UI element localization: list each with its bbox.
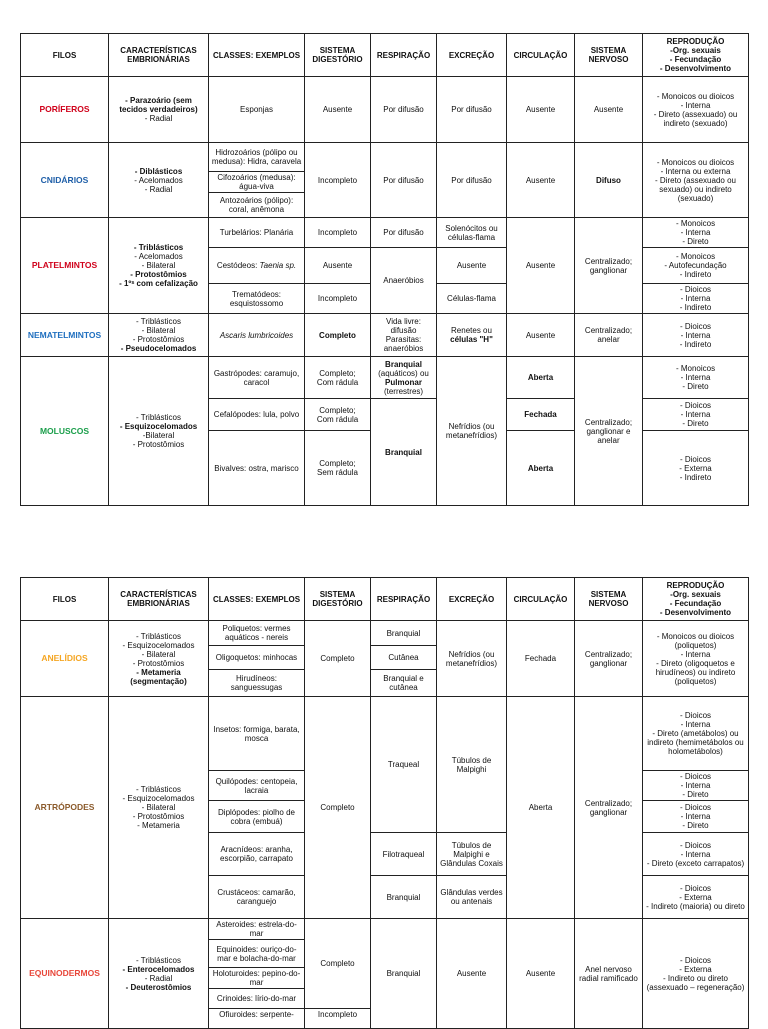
resp-cnidarios: Por difusão — [371, 143, 437, 218]
header-excrecao-2: EXCREÇÃO — [437, 578, 507, 621]
resp-equinodermos: Branquial — [371, 919, 437, 1029]
row-equinodermos-1 — [21, 919, 749, 940]
exc-platelmintos-3: Células-flama — [437, 284, 507, 314]
class-platelmintos-3: Trematódeos: esquistossomo — [209, 284, 305, 314]
phylum-platelmintos: PLATELMINTOS — [21, 218, 109, 314]
header-classes-2: CLASSES: EXEMPLOS — [209, 578, 305, 621]
row-artropodes-1 — [21, 697, 749, 771]
emb-poriferos — [109, 77, 209, 143]
class-cnidarios-3: Antozoários (pólipo): coral, anêmona — [209, 193, 305, 218]
header-respiracao-2: RESPIRAÇÃO — [371, 578, 437, 621]
emb-platelmintos — [109, 218, 209, 314]
header-reproducao-2-3: - Fecundação — [669, 599, 722, 608]
resp-moluscos-2 — [371, 399, 437, 506]
circ-moluscos-2-text: Fechada — [524, 410, 557, 419]
emb-platelmintos-2: - Acelomados - Bilateral — [134, 252, 183, 270]
circ-moluscos-3-text: Aberta — [527, 463, 554, 473]
class-anelidos-2: Oligoquetos: minhocas — [209, 646, 305, 670]
circ-anelidos: Fechada — [507, 621, 575, 697]
phylum-artropodes: ARTRÓPODES — [21, 697, 109, 919]
header-reproducao-2: -Org. sexuais — [670, 46, 721, 55]
class-moluscos-1: Gastrópodes: caramujo, caracol — [209, 357, 305, 399]
dig-artropodes: Completo — [305, 697, 371, 919]
rep-moluscos-3: - Dioicos - Externa - Indireto — [643, 431, 749, 506]
class-equinodermos-3: Holoturoides: pepino-do-mar — [209, 968, 305, 989]
dig-moluscos-1: Completo; Com rádula — [305, 357, 371, 399]
header-circulacao: CIRCULAÇÃO — [507, 34, 575, 77]
dig-equinodermos-2: Incompleto — [305, 1009, 371, 1029]
emb-nematelmintos-2: - Pseudocelomados — [120, 344, 197, 353]
rep-artropodes-3: - Dioicos - Interna - Direto — [643, 801, 749, 833]
table-invertebrates-1 — [20, 33, 749, 506]
header-nervoso-2: SISTEMA NERVOSO — [575, 578, 643, 621]
rep-artropodes-5: - Dioicos - Externa - Indireto (maioria) ou direto — [643, 876, 749, 919]
resp-platelmintos-1: Por difusão — [371, 218, 437, 248]
header-reproducao-3: - Fecundação — [669, 55, 722, 64]
classes-nematelmintos-text: Ascaris lumbricoides — [219, 330, 294, 340]
dig-platelmintos-2: Ausente — [305, 248, 371, 284]
header-reproducao-4: - Desenvolvimento — [659, 64, 732, 73]
exc-artropodes-1: Túbulos de Malpighi — [437, 697, 507, 833]
class-platelmintos-2a: Cestódeos: — [216, 261, 260, 270]
emb-equinodermos-3: - Radial — [144, 973, 173, 983]
circ-platelmintos: Ausente — [507, 218, 575, 314]
header-filos-2: FILOS — [21, 578, 109, 621]
class-equinodermos-4: Crinoides: lírio-do-mar — [209, 989, 305, 1009]
resp-artropodes-1: Traqueal — [371, 697, 437, 833]
rep-artropodes-4: - Dioicos - Interna - Direto (exceto carrapatos) — [643, 833, 749, 876]
exc-artropodes-3: Glândulas verdes ou antenais — [437, 876, 507, 919]
phylum-moluscos: MOLUSCOS — [21, 357, 109, 506]
header-digestorio-2: SISTEMA DIGESTÓRIO — [305, 578, 371, 621]
header-row — [21, 34, 749, 77]
emb-equinodermos-4: - Deuterostômios — [125, 982, 192, 992]
header-reproducao-2col — [643, 578, 749, 621]
class-platelmintos-2b: Taenia sp. — [259, 261, 297, 270]
nerv-cnidarios-text: Difuso — [596, 175, 621, 185]
class-anelidos-1: Poliquetos: vermes aquáticos - nereis — [209, 621, 305, 646]
dig-moluscos-3: Completo; Sem rádula — [305, 431, 371, 506]
exc-nematelmintos — [437, 314, 507, 357]
class-platelmintos-1: Turbelários: Planária — [209, 218, 305, 248]
header-respiracao: RESPIRAÇÃO — [371, 34, 437, 77]
exc-artropodes-2: Túbulos de Malpighi e Glândulas Coxais — [437, 833, 507, 876]
exc-platelmintos-1: Solenócitos ou células-flama — [437, 218, 507, 248]
header-circulacao-2: CIRCULAÇÃO — [507, 578, 575, 621]
row-anelidos-1 — [21, 621, 749, 646]
header-row-2 — [21, 578, 749, 621]
circ-cnidarios: Ausente — [507, 143, 575, 218]
phylum-poriferos: PORÍFEROS — [21, 77, 109, 143]
emb-anelidos-2: - Metameria (segmentação) — [130, 667, 187, 686]
dig-moluscos-2: Completo; Com rádula — [305, 399, 371, 431]
resp-platelmintos-2: Anaeróbios — [371, 248, 437, 314]
emb-equinodermos-2: - Enterocelomados — [122, 964, 195, 974]
header-reproducao — [643, 34, 749, 77]
class-platelmintos-2 — [209, 248, 305, 284]
nerv-nematelmintos: Centralizado; anelar — [575, 314, 643, 357]
exc-platelmintos-2: Ausente — [437, 248, 507, 284]
resp-poriferos: Por difusão — [371, 77, 437, 143]
resp-artropodes-3: Branquial — [371, 876, 437, 919]
emb-artropodes: - Triblásticos - Esquizocelomados - Bilateral - Protostômios - Metameria — [109, 697, 209, 919]
classes-nematelmintos — [209, 314, 305, 357]
class-artropodes-5: Crustáceos: camarão, caranguejo — [209, 876, 305, 919]
resp-anelidos-3: Branquial e cutânea — [371, 670, 437, 697]
row-moluscos-1 — [21, 357, 749, 399]
class-cnidarios-1: Hidrozoários (pólipo ou medusa): Hidra, caravela — [209, 143, 305, 172]
header-reproducao-2-4: - Desenvolvimento — [659, 608, 732, 617]
dig-nematelmintos — [305, 314, 371, 357]
resp-moluscos-1a: Branquial — [385, 359, 422, 369]
emb-poriferos-2: - Radial — [144, 114, 173, 123]
resp-moluscos-1d: (terrestres) — [383, 386, 424, 396]
rep-poriferos: - Monoicos ou dioicos - Interna - Direto (assexuado) ou indireto (sexuado) — [643, 77, 749, 143]
class-artropodes-4: Aracnídeos: aranha, escorpião, carrapato — [209, 833, 305, 876]
rep-platelmintos-2: - Monoicos - Autofecundação - Indireto — [643, 248, 749, 284]
header-caracteristicas-2: CARACTERÍSTICAS EMBRIONÁRIAS — [109, 578, 209, 621]
phylum-equinodermos: EQUINODERMOS — [21, 919, 109, 1029]
class-anelidos-3: Hirudíneos: sanguessugas — [209, 670, 305, 697]
rep-equinodermos: - Dioicos - Externa - Indireto ou direto (assexuado – regeneração) — [643, 919, 749, 1029]
header-reproducao-1: REPRODUÇÃO — [666, 37, 725, 46]
header-reproducao-2-2: -Org. sexuais — [670, 590, 721, 599]
exc-poriferos: Por difusão — [437, 77, 507, 143]
emb-equinodermos — [109, 919, 209, 1029]
nerv-anelidos: Centralizado; ganglionar — [575, 621, 643, 697]
resp-moluscos-2-text: Branquial — [385, 447, 422, 457]
resp-nematelmintos: Vida livre: difusão Parasitas: anaeróbios — [371, 314, 437, 357]
emb-platelmintos-4: - 1ºˢ com cefalização — [119, 279, 198, 288]
class-equinodermos-2: Equinoides: ouriço-do-mar e bolacha-do-mar — [209, 940, 305, 968]
phylum-anelidos: ANELÍDIOS — [21, 621, 109, 697]
exc-nematelmintos-2: células "H" — [450, 335, 493, 344]
rep-artropodes-1: - Dioicos - Interna - Direto (ametábolos) ou indireto (hemimetábolos ou holometábolos) — [643, 697, 749, 771]
header-excrecao: EXCREÇÃO — [437, 34, 507, 77]
emb-platelmintos-3: - Protostômios — [130, 270, 187, 279]
emb-moluscos-2: - Esquizocelomados — [119, 422, 198, 431]
row-nematelmintos — [21, 314, 749, 357]
emb-moluscos-1: - Triblásticos — [136, 413, 181, 422]
header-nervoso: SISTEMA NERVOSO — [575, 34, 643, 77]
class-moluscos-3: Bivalves: ostra, marisco — [209, 431, 305, 506]
exc-anelidos: Nefrídios (ou metanefrídios) — [437, 621, 507, 697]
emb-moluscos — [109, 357, 209, 506]
class-artropodes-1: Insetos: formiga, barata, mosca — [209, 697, 305, 771]
nerv-moluscos: Centralizado; ganglionar e anelar — [575, 357, 643, 506]
resp-anelidos-2: Cutânea — [371, 646, 437, 670]
nerv-cnidarios — [575, 143, 643, 218]
rep-platelmintos-3: - Dioicos - Interna - Indireto — [643, 284, 749, 314]
exc-moluscos: Nefrídios (ou metanefrídios) — [437, 357, 507, 506]
circ-poriferos: Ausente — [507, 77, 575, 143]
rep-cnidarios: - Monoicos ou dioicos - Interna ou externa - Direto (assexuado ou sexuado) ou indireto (sexuado) — [643, 143, 749, 218]
nerv-equinodermos: Anel nervoso radial ramificado — [575, 919, 643, 1029]
nerv-platelmintos: Centralizado; ganglionar — [575, 218, 643, 314]
dig-platelmintos-3: Incompleto — [305, 284, 371, 314]
resp-artropodes-2: Filotraqueal — [371, 833, 437, 876]
circ-moluscos-1 — [507, 357, 575, 399]
emb-anelidos-1: - Triblásticos - Esquizocelomados - Bilateral - Protostômios — [122, 631, 195, 668]
emb-cnidarios-1: - Diblásticos — [134, 166, 183, 176]
class-moluscos-2: Cefalópodes: lula, polvo — [209, 399, 305, 431]
class-equinodermos-1: Asteroides: estrela-do-mar — [209, 919, 305, 940]
table-invertebrates-2 — [20, 577, 749, 1029]
resp-moluscos-1b: (aquáticos) ou — [378, 368, 429, 378]
resp-moluscos-1 — [371, 357, 437, 399]
circ-moluscos-2 — [507, 399, 575, 431]
header-digestorio: SISTEMA DIGESTÓRIO — [305, 34, 371, 77]
emb-nematelmintos-1: - Triblásticos - Bilateral - Protostômios — [132, 317, 185, 344]
row-cnidarios-1 — [21, 143, 749, 172]
dig-equinodermos-1: Completo — [305, 919, 371, 1009]
rep-platelmintos-1: - Monoicos - Interna - Direto — [643, 218, 749, 248]
row-platelmintos-1 — [21, 218, 749, 248]
dig-cnidarios: Incompleto — [305, 143, 371, 218]
class-cnidarios-2: Cifozoários (medusa): água-viva — [209, 172, 305, 193]
dig-nematelmintos-text: Completo — [319, 330, 356, 340]
header-reproducao-2-1: REPRODUÇÃO — [666, 581, 725, 590]
classes-poriferos: Esponjas — [209, 77, 305, 143]
circ-equinodermos: Ausente — [507, 919, 575, 1029]
emb-equinodermos-1: - Triblásticos — [136, 955, 181, 965]
resp-moluscos-1c: Pulmonar — [385, 377, 422, 387]
row-poriferos — [21, 77, 749, 143]
emb-cnidarios — [109, 143, 209, 218]
circ-nematelmintos: Ausente — [507, 314, 575, 357]
nerv-poriferos: Ausente — [575, 77, 643, 143]
circ-moluscos-1-text: Aberta — [527, 373, 554, 382]
exc-cnidarios: Por difusão — [437, 143, 507, 218]
class-artropodes-3: Diplópodes: piolho de cobra (embuá) — [209, 801, 305, 833]
class-artropodes-2: Quilópodes: centopeia, lacraia — [209, 771, 305, 801]
dig-poriferos: Ausente — [305, 77, 371, 143]
header-caracteristicas: CARACTERÍSTICAS EMBRIONÁRIAS — [109, 34, 209, 77]
resp-anelidos-1: Branquial — [371, 621, 437, 646]
nerv-artropodes: Centralizado; ganglionar — [575, 697, 643, 919]
emb-platelmintos-1: - Triblásticos — [133, 243, 184, 252]
circ-artropodes: Aberta — [507, 697, 575, 919]
emb-poriferos-1: - Parazoário (sem tecidos verdadeiros) — [119, 96, 198, 114]
class-equinodermos-5: Ofiuroides: serpente- — [209, 1009, 305, 1029]
header-classes: CLASSES: EXEMPLOS — [209, 34, 305, 77]
rep-artropodes-2: - Dioicos - Interna - Direto — [643, 771, 749, 801]
emb-anelidos — [109, 621, 209, 697]
exc-nematelmintos-1: Renetes ou — [451, 326, 492, 335]
emb-cnidarios-2: - Acelomados - Radial — [134, 175, 183, 194]
dig-anelidos: Completo — [305, 621, 371, 697]
emb-nematelmintos — [109, 314, 209, 357]
rep-moluscos-2: - Dioicos - Interna - Direto — [643, 399, 749, 431]
circ-moluscos-3 — [507, 431, 575, 506]
rep-moluscos-1: - Monoicos - Interna - Direto — [643, 357, 749, 399]
header-filos: FILOS — [21, 34, 109, 77]
rep-anelidos: - Monoicos ou dioicos (poliquetos) - Interna - Direto (oligoquetos e hirudíneos) ou indireto (poliquetos) — [643, 621, 749, 697]
emb-moluscos-3: -Bilateral - Protostômios — [132, 431, 185, 449]
rep-nematelmintos: - Dioicos - Interna - Indireto — [643, 314, 749, 357]
phylum-cnidarios: CNIDÁRIOS — [21, 143, 109, 218]
exc-equinodermos: Ausente — [437, 919, 507, 1029]
phylum-nematelmintos: NEMATELMINTOS — [21, 314, 109, 357]
dig-platelmintos-1: Incompleto — [305, 218, 371, 248]
